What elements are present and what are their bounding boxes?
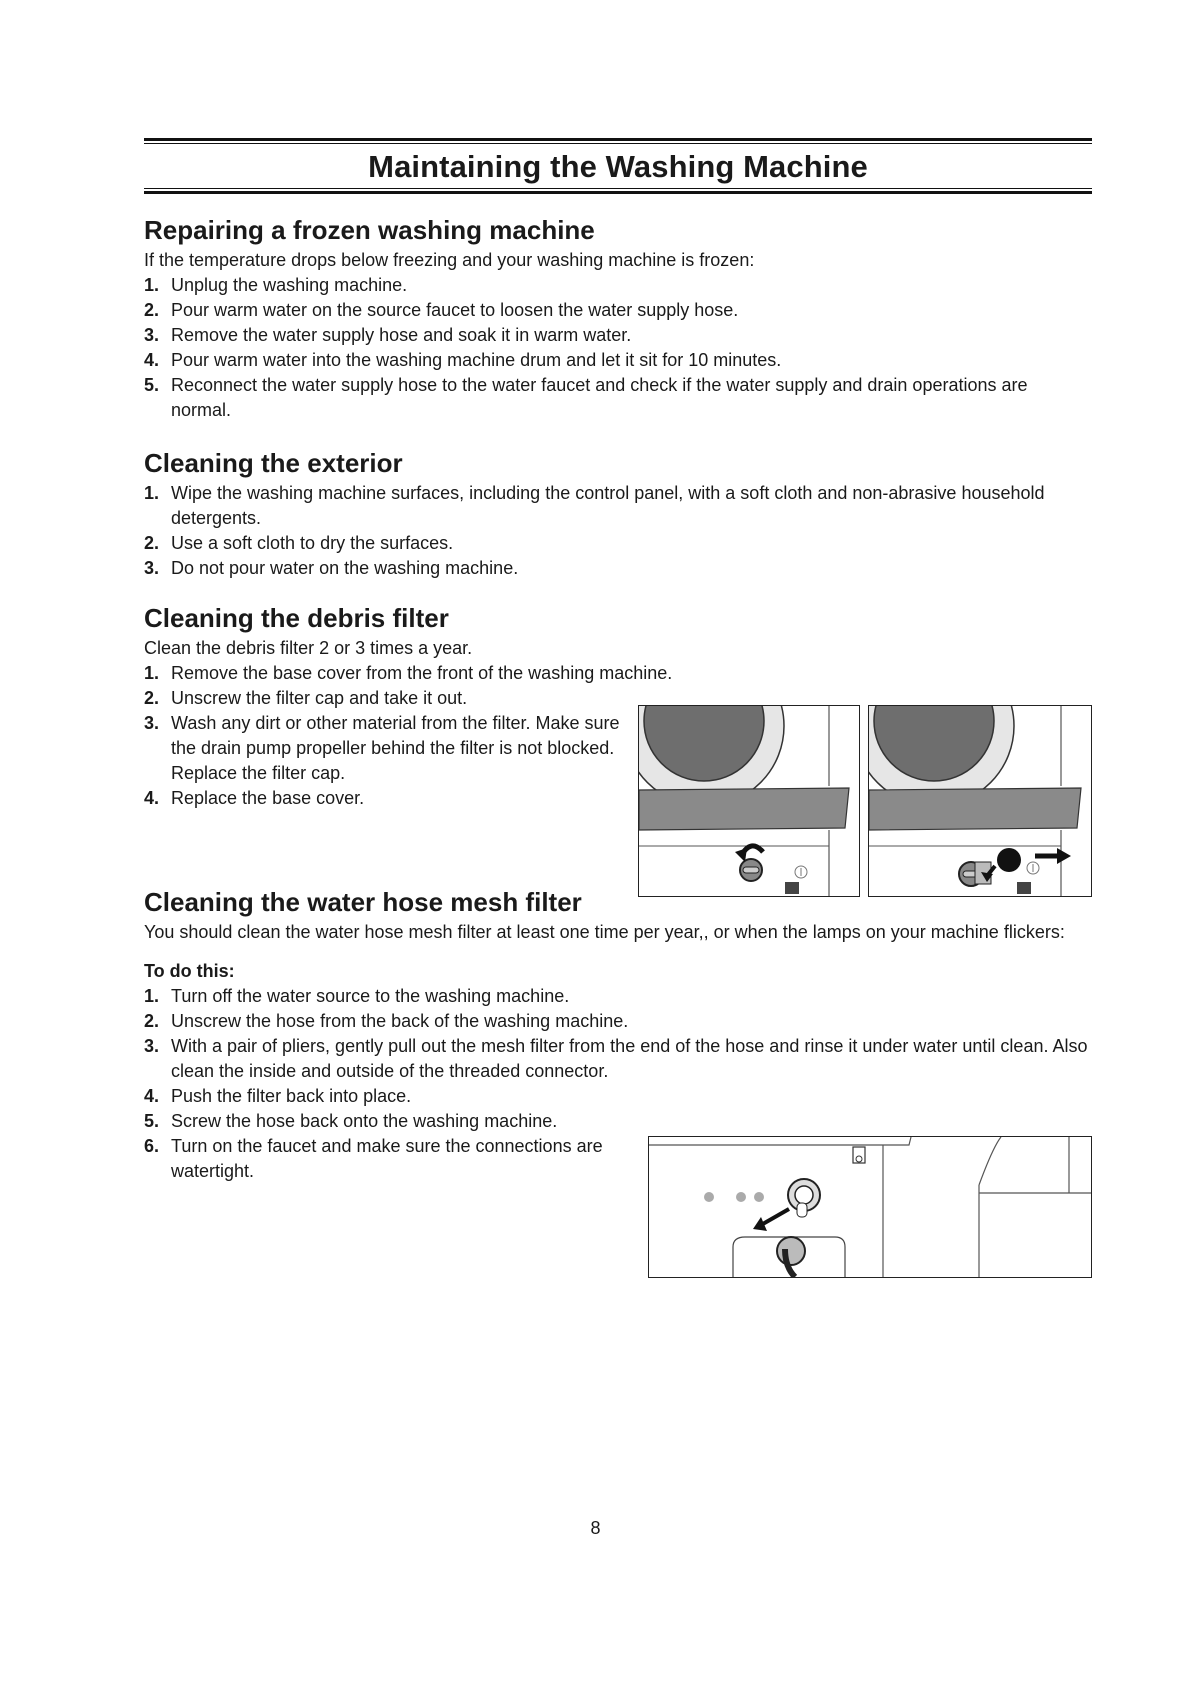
list-item: 1. Unplug the washing machine. <box>144 275 408 295</box>
section-intro: You should clean the water hose mesh filter at least one time per year,, or when the lamps on your machine flickers: <box>144 922 1065 942</box>
list-item: 2. Use a soft cloth to dry the surfaces. <box>144 533 454 553</box>
list-item: 4. Push the filter back into place. <box>144 1086 412 1106</box>
section-exterior <box>144 447 1092 581</box>
list-item: 3. Remove the water supply hose and soak it in warm water. <box>144 325 632 345</box>
washer-base-illustration <box>639 706 859 896</box>
list-item: 1. Remove the base cover from the front of the washing machine. <box>144 663 673 683</box>
list-item: 5. Reconnect the water supply hose to the water faucet and check if the water supply and drain operations are normal. <box>144 375 1028 420</box>
step-list <box>144 481 1092 581</box>
list-item: 4. Replace the base cover. <box>144 788 365 808</box>
list-item: 1. Wipe the washing machine surfaces, including the control panel, with a soft cloth and non-abrasive household detergents. <box>144 483 1045 528</box>
debris-filter-figure-unscrew <box>638 705 860 897</box>
section-subhead: To do this: <box>144 961 235 981</box>
list-item: 6. Turn on the faucet and make sure the connections are watertight. <box>144 1136 603 1181</box>
list-item: 3. With a pair of pliers, gently pull out the mesh filter from the end of the hose and rinse it under water until clean. Also clean the inside and outside of the threaded connector. <box>144 1036 1088 1081</box>
step-list <box>144 273 1092 423</box>
section-heading: Cleaning the debris filter <box>144 603 449 633</box>
debris-filter-figure-remove <box>868 705 1092 897</box>
list-item: 3. Wash any dirt or other material from the filter. Make sure the drain pump propeller behind the filter is not blocked. Replace the filter cap. <box>144 713 620 783</box>
page-title: Maintaining the Washing Machine <box>368 149 868 184</box>
section-heading: Cleaning the exterior <box>144 448 403 478</box>
title-rule-top <box>144 138 1092 144</box>
section-heading: Cleaning the water hose mesh filter <box>144 887 582 917</box>
list-item: 5. Screw the hose back onto the washing machine. <box>144 1111 558 1131</box>
washer-base-illustration <box>869 706 1091 896</box>
section-frozen <box>144 214 1092 423</box>
list-item: 1. Turn off the water source to the washing machine. <box>144 986 570 1006</box>
section-intro: If the temperature drops below freezing and your washing machine is frozen: <box>144 250 755 270</box>
list-item: 2. Pour warm water on the source faucet to loosen the water supply hose. <box>144 300 739 320</box>
list-item: 2. Unscrew the hose from the back of the washing machine. <box>144 1011 629 1031</box>
title-rule-bottom <box>144 188 1092 194</box>
list-item: 3. Do not pour water on the washing machine. <box>144 558 519 578</box>
page-number: 8 <box>590 1518 601 1538</box>
list-item: 2. Unscrew the filter cap and take it out. <box>144 688 468 708</box>
section-intro: Clean the debris filter 2 or 3 times a year. <box>144 638 473 658</box>
hose-connector-illustration <box>649 1137 1091 1277</box>
mesh-filter-figure <box>648 1136 1092 1278</box>
list-item: 4. Pour warm water into the washing machine drum and let it sit for 10 minutes. <box>144 350 782 370</box>
section-heading: Repairing a frozen washing machine <box>144 215 595 245</box>
page-content <box>144 138 1092 1181</box>
